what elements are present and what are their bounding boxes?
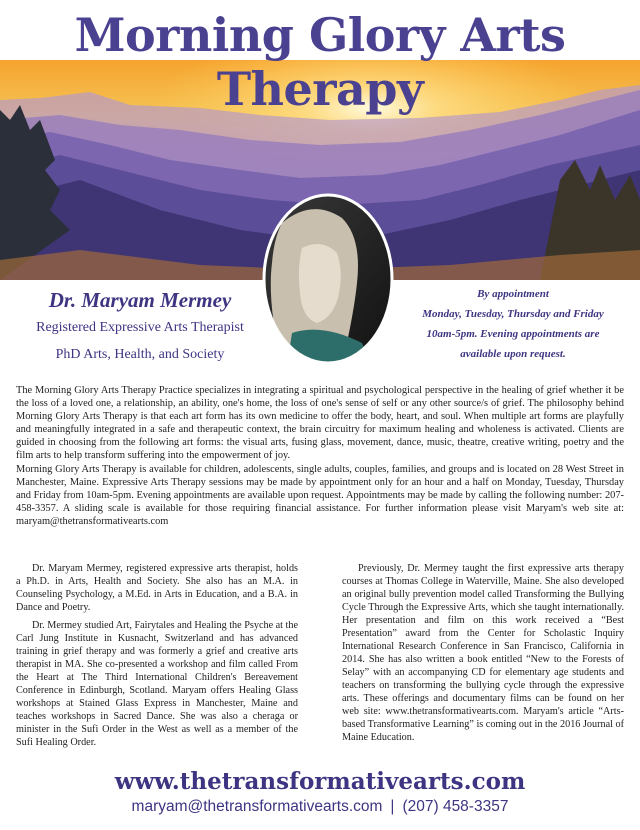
page-title: Morning Glory Arts Therapy	[74, 8, 566, 116]
separator: |	[390, 798, 395, 815]
therapist-credential: Registered Expressive Arts Therapist	[36, 320, 244, 335]
phone-number[interactable]: (207) 458-3357	[402, 798, 509, 815]
email-link[interactable]: maryam@thetransformativearts.com	[131, 798, 383, 815]
therapist-portrait	[262, 193, 394, 365]
intro-section	[16, 384, 624, 529]
bio-left-column	[16, 562, 298, 754]
bio-paragraph: Dr. Mermey studied Art, Fairytales and Healing the Psyche at the Carl Jung Institute in Kusnacht, Switzerland and has advanced training in grief therapy and was formerly a grief and creative arts therapist in MA. She co-presented a workshop and film called From the Heart at The Third International Children's Bereavement Conference in Edinburgh, Scotland. Maryam offers Healing Glass workshops at Stained Glass Express in Manchester, Maine and teaches workshops in Sacred Dance. She was also a cheraga or minister in the Sufi Order in the West as well as a member of the Sufi Healing Order.	[16, 620, 298, 748]
therapist-degree: PhD Arts, Health, and Society	[55, 347, 225, 362]
bio-right-column	[342, 562, 624, 749]
appointment-line: 10am-5pm. Evening appointments are	[426, 328, 600, 340]
appointment-line: Monday, Tuesday, Thursday and Friday	[422, 308, 604, 320]
intro-paragraph: Morning Glory Arts Therapy is available for children, adolescents, single adults, couples, families, and groups and is located on 28 West Street in Manchester, Maine. Expressive Arts Therapy sessions may be made by appointment only for an hour and a half on Monday, Tuesday, Thursday and Friday from 10am-5pm. Evening appointments are available upon request. Appointments may be made by calling the following number: 207-458-3357. A sliding scale is available for those requiring financial assistance. For further information please visit Maryam's web site at: maryam@thetransformativearts.com	[16, 464, 624, 527]
appointment-line: By appointment	[477, 288, 549, 300]
bio-paragraph: Dr. Maryam Mermey, registered expressive arts therapist, holds a Ph.D. in Arts, Health and Society. She also has an M.A. in Counseling Psychology, a M.Ed. in Arts in Education, and a B.A. in Dance and Poetry.	[16, 563, 298, 613]
bio-paragraph: Previously, Dr. Mermey taught the first expressive arts therapy courses at Thomas College in Waterville, Maine. She also developed an original bully prevention model called Transforming the Bullying Cycle Through the Expressive Arts, which she taught internationally. Her presentation and film on this work received a “Best Presentation” award from the Center for Scholastic Inquiry International Research Conference in San Francisco, California in 2014. She has also written a book entitled “New to the Forests of Selay” with an accompanying CD for elementary age students and teachers on transforming the bullying cycle through the expressive arts. These offerings and documentary films can be found on her web site: www.thetransformativearts.com. Maryam's article “Arts-based Transformative Learning” is coming out in the 2016 Journal of Maine Education.	[342, 563, 624, 743]
website-link[interactable]: www.thetransformativearts.com	[114, 768, 526, 795]
contact-line	[0, 798, 640, 816]
therapist-name: Dr. Maryam Mermey	[48, 288, 232, 312]
appointment-line: available upon request.	[460, 348, 566, 360]
intro-paragraph: The Morning Glory Arts Therapy Practice specializes in integrating a spiritual and psychological perspective in the healing of grief whether it be the loss of a loved one, a relationship, an ability, one's home, the loss of one's sense of self or any other source/s of grief. The philosophy behind Morning Glory Arts Therapy is that each art form has its own medicine to offer the body, heart, and soul. When multiple art forms are playfully and meaningfully integrated in a safe and therapeutic context, the brain circuitry for maximum healing and wholeness is activated. Clients are guided in choosing from the following art forms: the visual arts, fusing glass, movement, dance, music, theatre, creative writing, poetry and the film arts to help transform suffering into the empowerment of joy.	[16, 385, 624, 461]
appointment-info	[398, 284, 628, 364]
